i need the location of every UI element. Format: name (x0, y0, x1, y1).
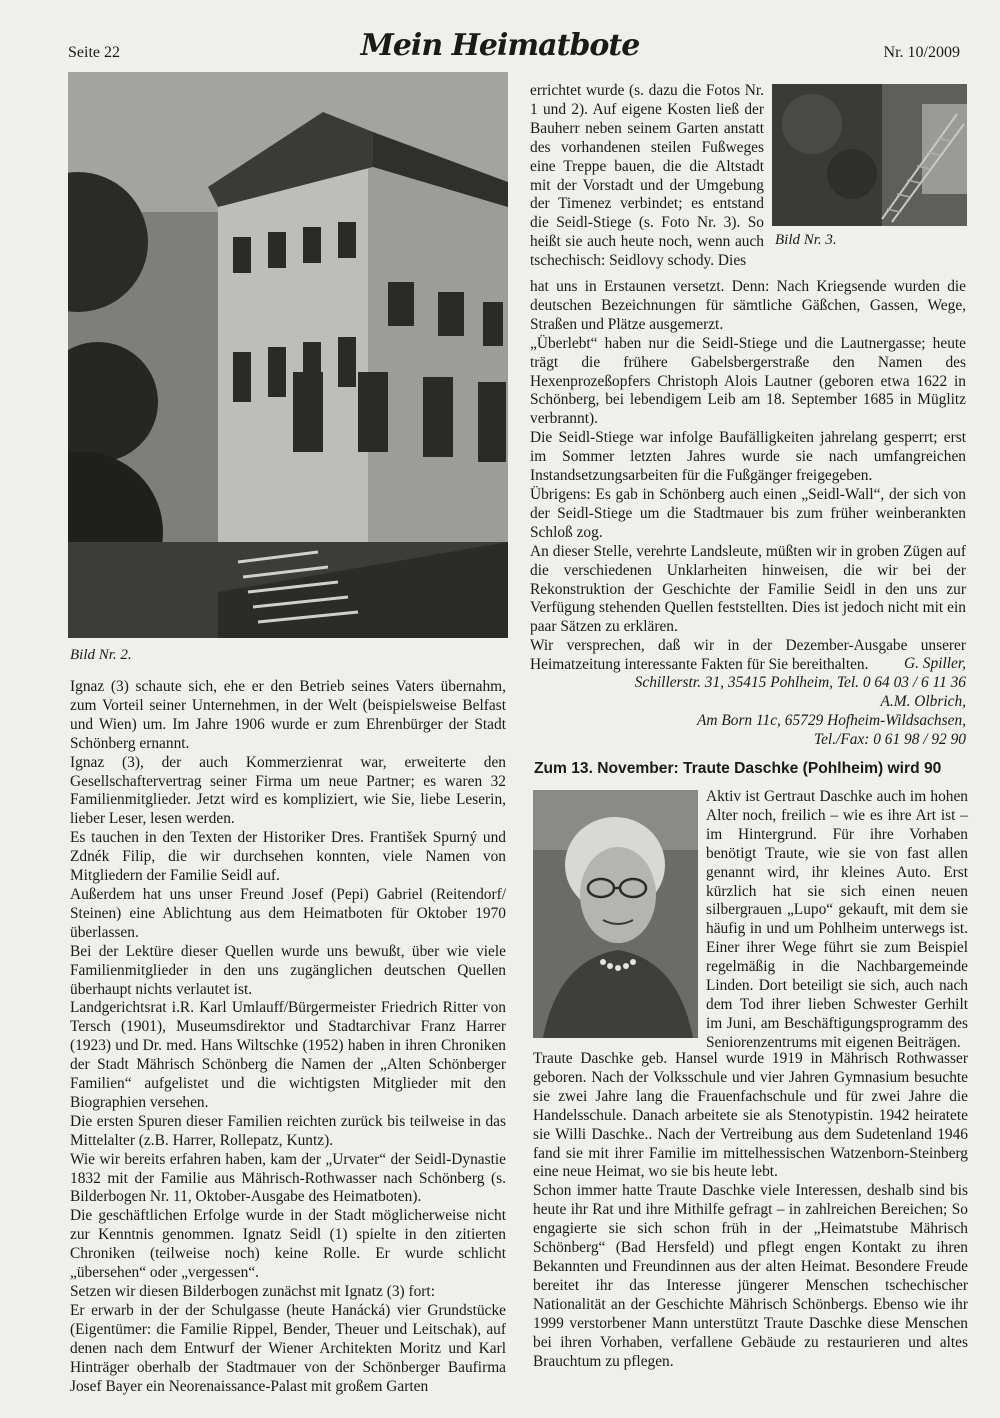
left-column-text (70, 678, 506, 1396)
paragraph: Schon immer hatte Traute Daschke viele Interessen, deshalb sind bis heute ihr Rat und ihre Mithilfe gefragt – in zahlreichen Bereichen; So engagierte sie sich schon früh in der „Heimatstube Mährisch Schönberg“ (Bad Hersfeld) und pflegt engen Kontakt zu ihren Bekannten und Freundinnen aus der alten Heimat. Besondere Freude bereitet ihr das Interesse jüngerer Menschen tschechischer Nationalität an der Geschichte Mährisch Schönbergs. Ebenso wie ihr 1999 verstorbener Mann unterstützt Traute Daschke diese Menschen bei ihren Vorhaben, verfallene Gebäude zu restaurieren und altes Brauchtum zu pflegen. (533, 1182, 968, 1370)
author-phone-2: Tel./Fax: 0 61 98 / 92 90 (813, 730, 966, 748)
article-intro: Aktiv ist Gertraut Daschke auch im hohen Alter noch, freilich – wie es ihre Art ist – im Hintergrund. Für ihre Vorhaben benötigt Traute, wie sie von fast allen genannt wird, ihr kleines Auto. Erst kürzlich hat sie sich einen neuen silbergrauen „Lupo“ gekauft, mit dem sie häufig in und um Pohlheim unterwegs ist. Einer ihrer Wege führt sie zum Beispiel regelmäßig in die Nachbargemeinde Linden. Dort beteiligt sie sich, auch nach dem Tod ihrer lieben Schwester Gerhilt im Juni, am Beschäftigungsprogramm des Seniorenzentrums mit eigenen Beiträgen. (706, 788, 968, 1051)
paragraph: An dieser Stelle, verehrte Landsleute, müßten wir in groben Zügen auf die verschiedenen Unklarheiten hinweisen, die wir bei der Rekonstruktion der Geschichte der Familie Seidl in den uns zur Verfügung stehenden Quellen feststellten. Dies ist jedoch nicht mit ein paar Sätzen zu erklären. (530, 542, 966, 636)
paragraph: Außerdem hat uns unser Freund Josef (Pepi) Gabriel (Reitendorf/ Steinen) eine Ablichtung aus dem Heimatboten für Oktober 1970 überlassen. (70, 885, 506, 941)
masthead-logo: Mein Heimatbote (360, 28, 640, 63)
paragraph: Es tauchen in den Texten der Historiker Dres. František Spurný und Zdnék Filip, die wir durchsehen konnten, viele Namen von Mitgliedern der Familie Seidl auf. (70, 829, 506, 885)
palace-photo (68, 72, 508, 638)
paragraph: Übrigens: Es gab in Schönberg auch einen „Seidl-Wall“, der sich von der Seidl-Stiege um die Stadtmauer bis zum früher weinberankten Schloß zog. (530, 485, 966, 541)
paragraph: Wie wir bereits erfahren haben, kam der „Urvater“ der Seidl-Dynastie 1832 mit der Familie aus Mährisch-Rothwasser nach Schönberg (s. Bilderbogen Nr. 11, Oktober-Ausgabe des Heimatboten). (70, 1150, 506, 1206)
portrait-illustration (533, 790, 698, 1038)
stairs-photo (772, 84, 967, 226)
paragraph: Bei der Lektüre dieser Quellen wurde uns bewußt, über wie viele Familienmitglieder in den uns zugänglichen deutschen Quellen überhaupt nichts verlautet ist. (70, 942, 506, 998)
article-headline: Zum 13. November: Traute Daschke (Pohlheim) wird 90 (534, 760, 942, 777)
photo-caption-bild2: Bild Nr. 2. (70, 647, 132, 663)
author-address-1: Schillerstr. 31, 35415 Pohlheim, Tel. 0 64 03 / 6 11 36 (634, 673, 966, 691)
paragraph: Ignaz (3), der auch Kommerzienrat war, erweiterte den Gesellschaftervertrag seiner Firma um neue Partner; es waren 32 Familienmitglieder. Jetzt wird es kompliziert, wie Sie, liebe Leserin, lieber Leser, lesen werden. (70, 753, 506, 828)
paragraph: Wir versprechen, daß wir in der Dezember-Ausgabe unserer Heimatzeitung interessante Fakten für Sie bereithalten. (530, 637, 966, 674)
paragraph: Landgerichtsrat i.R. Karl Umlauff/Bürgermeister Friedrich Ritter von Tersch (1901), Museumsdirektor und Stadtarchivar Franz Harrer (1923) und Dr. med. Hans Wiltschke (1952) haben in ihren Chroniken der Stadt Mährisch Schönberg die Namen der „Alten Schönberger Familien“ aufgelistet und die wichtigsten Mitglieder mit den Biographien versehen. (70, 999, 506, 1111)
right-column-text (530, 278, 966, 675)
portrait-photo (533, 790, 698, 1038)
paragraph: Die Seidl-Stiege war infolge Baufälligkeiten jahrelang gesperrt; erst im Sommer letzten Jahres wurde sie nach umfangreichen Instandsetzungsarbeiten für die Fußgänger freigegeben. (530, 429, 966, 485)
palace-illustration (68, 72, 508, 638)
stairs-illustration (772, 84, 967, 226)
paragraph: Die ersten Spuren dieser Familien reichten zurück bis teilweise in das Mittelalter (z.B. Harrer, Rollepatz, Kuntz). (70, 1112, 506, 1149)
paragraph: „Überlebt“ haben nur die Seidl-Stiege und die Lautnergasse; heute trägt die frühere Gabelsbergerstraße den Namen des Hexenprozeßopfers Christoph Alois Lautner (geboren etwa 1622 in Schönberg, bei lebendigem Leib am 18. September 1685 in Müglitz verbrannt). (530, 334, 966, 428)
author-name-1: G. Spiller, (904, 655, 966, 672)
paragraph: Ignaz (3) schaute sich, ehe er den Betrieb seines Vaters übernahm, zum Vorteil seiner Unternehmen, in der Welt (beispielsweise Belfast und Wien) um. Im Jahre 1906 wurde er zum Ehrenbürger der Stadt Schönberg ernannt. (70, 678, 506, 752)
paragraph: hat uns in Erstaunen versetzt. Denn: Nach Kriegsende wurden die deutschen Bezeichnungen für sämtliche Gäßchen, Gassen, Wege, Straßen und Plätze ausgemerzt. (530, 278, 966, 333)
photo-caption-bild3: Bild Nr. 3. (775, 232, 837, 248)
author-name-2: A.M. Olbrich, (880, 692, 966, 710)
paragraph: Setzen wir diesen Bilderbogen zunächst mit Ignatz (3) fort: (70, 1283, 435, 1300)
issue-number: Nr. 10/2009 (883, 44, 960, 61)
paragraph: Traute Daschke geb. Hansel wurde 1919 in Mährisch Rothwasser geboren. Nach der Volksschule und vier Jahren Gymnasium besuchte sie zwei Jahre lang die Frauenfachschule und für zwei Jahre die Handelsschule. Danach arbeitete sie als Stenotypistin. 1942 heiratete sie Willi Daschke.. Nach der Vertreibung aus dem Sudetenland 1946 fand sie mit ihrer Familie im mittelhessischen Watzenborn-Steinberg eine neue Heimat, wo sie bis heute lebt. (533, 1050, 968, 1181)
page-number: Seite 22 (68, 44, 120, 61)
article-body (533, 1050, 968, 1371)
paragraph: Die geschäftlichen Erfolge wurde in der Stadt möglicherweise nicht zur Kenntnis genommen. Ignatz Seidl (1) spielte in den zitierten Chroniken (teilweise noch) keine Rolle. Er wurde schlicht „übersehen“ oder „vergessen“. (70, 1207, 506, 1282)
author-address-2: Am Born 11c, 65729 Hofheim-Wildsachsen, (696, 711, 966, 729)
right-top-text: errichtet wurde (s. dazu die Fotos Nr. 1 und 2). Auf eigene Kosten ließ der Bauherr neben seinem Garten anstatt des vorhandenen steilen Fußweges eine Treppe bauen, die die Altstadt mit der Vorstadt und der Umgebung der Timenez verbindet; es entstand die Seidl-Stiege (s. Foto Nr. 3). So heißt sie auch heute noch, wenn auch tschechisch: Seidlovy schody. Dies (530, 82, 764, 270)
paragraph: Er erwarb in der der Schulgasse (heute Hanácká) vier Grundstücke (Eigentümer: die Familie Rippel, Bender, Theuer und Leitschak), auf denen nach dem Entwurf der Wiener Architekten Moritz und Karl Hinträger oberhalb der Stadtmauer von der Schönberger Baufirma Josef Bayer ein Neorenaissance-Palast mit großem Garten (70, 1301, 506, 1395)
author-signature (530, 655, 966, 750)
